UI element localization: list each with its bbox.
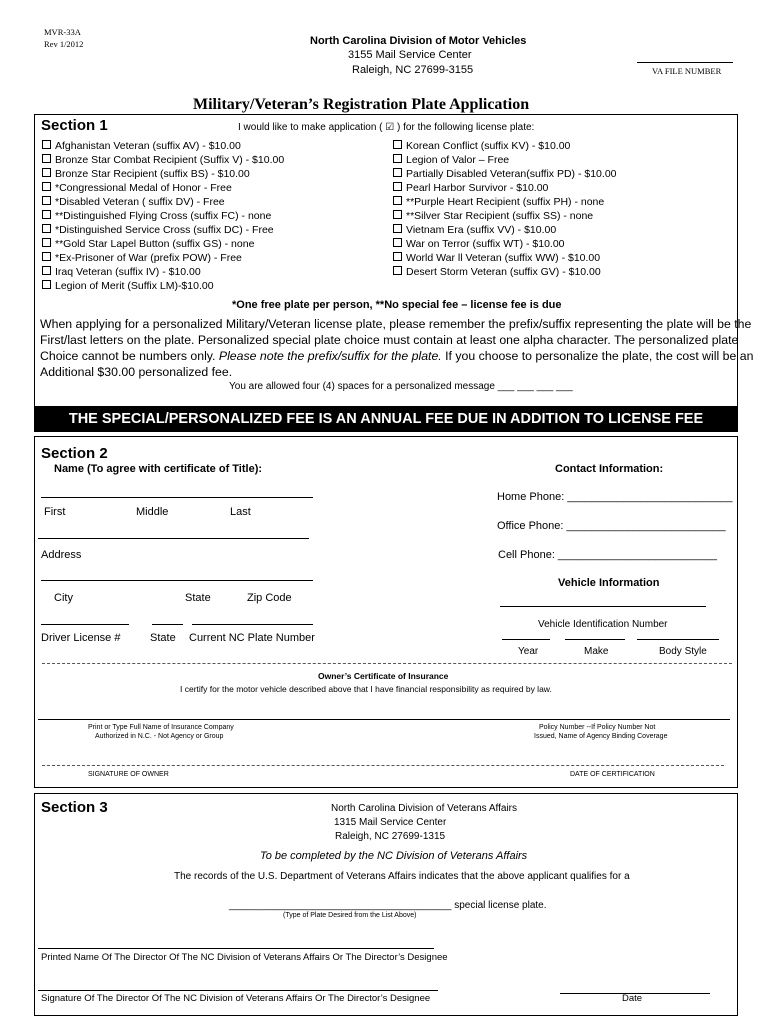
certification-date-label: DATE OF CERTIFICATION	[570, 771, 655, 778]
owner-signature-label: SIGNATURE OF OWNER	[88, 771, 169, 778]
last-name-label: Last	[230, 506, 251, 518]
home-phone-field[interactable]: Home Phone: ___________________________	[497, 491, 733, 503]
checkbox-icon[interactable]	[393, 196, 402, 205]
checkbox-icon[interactable]	[393, 210, 402, 219]
checkbox-icon[interactable]	[393, 140, 402, 149]
make-label: Make	[584, 646, 609, 657]
vin-label: Vehicle Identification Number	[538, 619, 668, 630]
dmv-address-line1: 3155 Mail Service Center	[348, 49, 472, 61]
checkbox-icon[interactable]	[393, 182, 402, 191]
cell-phone-field[interactable]: Cell Phone: __________________________	[498, 549, 717, 561]
plate-option[interactable]: Desert Storm Veteran (suffix GV) - $10.00	[393, 266, 601, 278]
plate-type-label: (Type of Plate Desired from the List Above)	[283, 912, 417, 919]
body-style-field[interactable]	[637, 639, 719, 640]
revision-date: Rev 1/2012	[44, 39, 84, 49]
plate-option[interactable]: Afghanistan Veteran (suffix AV) - $10.00	[42, 140, 241, 152]
checkbox-icon[interactable]	[42, 196, 51, 205]
office-phone-field[interactable]: Office Phone: __________________________	[497, 520, 726, 532]
year-label: Year	[518, 646, 539, 657]
dl-state-field[interactable]	[152, 624, 183, 625]
section1-heading: Section 1	[41, 117, 108, 134]
checkbox-icon[interactable]	[42, 238, 51, 247]
checkbox-icon[interactable]	[393, 154, 402, 163]
plate-option[interactable]: *Ex-Prisoner of War (prefix POW) - Free	[42, 252, 242, 264]
zip-label: Zip Code	[247, 592, 292, 604]
plate-option[interactable]: *Disabled Veteran ( suffix DV) - Free	[42, 196, 225, 208]
plate-number-field[interactable]	[192, 624, 313, 625]
plate-option[interactable]: **Distinguished Flying Cross (suffix FC) - none	[42, 210, 271, 222]
checkbox-icon[interactable]	[42, 140, 51, 149]
middle-name-label: Middle	[136, 506, 169, 518]
plate-option[interactable]: War on Terror (suffix WT) - $10.00	[393, 238, 565, 250]
checkbox-icon[interactable]	[42, 168, 51, 177]
name-label: Name (To agree with certificate of Title):	[54, 463, 263, 475]
checkbox-icon[interactable]	[42, 252, 51, 261]
dmv-agency-name: North Carolina Division of Motor Vehicles	[310, 35, 527, 47]
checkbox-icon[interactable]	[42, 182, 51, 191]
dl-state-label: State	[150, 632, 176, 644]
year-field[interactable]	[502, 639, 550, 640]
policy-number-label-line1: Policy Number --If Policy Number Not	[539, 724, 656, 731]
body-style-label: Body Style	[659, 646, 707, 657]
personalized-spaces-note: You are allowed four (4) spaces for a personalized message ___ ___ ___ ___	[229, 381, 573, 392]
address-label: Address	[41, 549, 82, 561]
divider	[42, 663, 732, 664]
plate-option[interactable]: Korean Conflict (suffix KV) - $10.00	[393, 140, 570, 152]
plate-option[interactable]: Partially Disabled Veteran(suffix PD) - $10.00	[393, 168, 617, 180]
vin-field[interactable]	[500, 606, 706, 607]
checkbox-icon[interactable]	[393, 168, 402, 177]
section2-heading: Section 2	[41, 445, 108, 462]
name-field[interactable]	[41, 497, 313, 498]
plate-option[interactable]: **Gold Star Lapel Button (suffix GS) - none	[42, 238, 254, 250]
personalized-para-line3: Choice cannot be numbers only. Please note the prefix/suffix for the plate. If you choose to personalize the plate, the cost will be an	[40, 349, 754, 363]
form-id: MVR-33A	[44, 27, 81, 37]
va-records-statement: The records of the U.S. Department of Veterans Affairs indicates that the above applicant qualifies for a	[174, 871, 630, 882]
insurance-company-label-line1: Print or Type Full Name of Insurance Company	[88, 724, 234, 731]
personalized-para-line2: First/last letters on the plate. Personalized special plate choice must contain at least one alpha character. The personalized plate	[40, 333, 739, 347]
checkbox-icon[interactable]	[42, 210, 51, 219]
checkbox-icon[interactable]	[393, 238, 402, 247]
section3-heading: Section 3	[41, 799, 108, 816]
dva-address-line1: 1315 Mail Service Center	[334, 817, 447, 828]
insurance-title: Owner’s Certificate of Insurance	[318, 671, 449, 681]
plate-option[interactable]: Legion of Merit (Suffix LM)-$10.00	[42, 280, 214, 292]
insurance-statement: I certify for the motor vehicle described above that I have financial responsibility as required by law.	[180, 684, 552, 694]
policy-number-label-line2: Issued, Name of Agency Binding Coverage	[534, 733, 668, 740]
special-plate-field[interactable]: ________________________________________ special license plate.	[229, 900, 547, 911]
checkbox-icon[interactable]	[42, 280, 51, 289]
plate-option[interactable]: Vietnam Era (suffix VV) - $10.00	[393, 224, 556, 236]
plate-option[interactable]: World War ll Veteran (suffix WW) - $10.00	[393, 252, 600, 264]
checkbox-icon[interactable]	[42, 154, 51, 163]
checkbox-icon[interactable]	[42, 266, 51, 275]
dva-address-line2: Raleigh, NC 27699-1315	[335, 831, 446, 842]
plate-option[interactable]: Bronze Star Combat Recipient (Suffix V) - $10.00	[42, 154, 284, 166]
first-name-label: First	[44, 506, 66, 518]
driver-license-field[interactable]	[41, 624, 129, 625]
plate-option[interactable]: Pearl Harbor Survivor - $10.00	[393, 182, 548, 194]
fee-note: *One free plate per person, **No special fee – license fee is due	[232, 299, 562, 311]
vehicle-info-label: Vehicle Information	[558, 577, 660, 589]
plate-option[interactable]: *Distinguished Service Cross (suffix DC) - Free	[42, 224, 274, 236]
driver-license-label: Driver License #	[41, 632, 121, 644]
owner-signature-field[interactable]	[42, 765, 724, 766]
form-title: Military/Veteran’s Registration Plate Application	[193, 96, 530, 113]
dmv-address-line2: Raleigh, NC 27699-3155	[352, 64, 474, 76]
checkbox-icon[interactable]	[42, 224, 51, 233]
checkbox-icon[interactable]	[393, 252, 402, 261]
checkbox-icon[interactable]	[393, 266, 402, 275]
director-signature-field[interactable]	[38, 990, 438, 991]
plate-option[interactable]: **Silver Star Recipient (suffix SS) - none	[393, 210, 593, 222]
personalized-para-line4: Additional $30.00 personalized fee.	[40, 365, 233, 379]
section1-instruction: I would like to make application ( ☑ ) for the following license plate:	[238, 122, 535, 133]
plate-option[interactable]: **Purple Heart Recipient (suffix PH) - none	[393, 196, 604, 208]
plate-option[interactable]: Iraq Veteran (suffix IV) - $10.00	[42, 266, 201, 278]
dva-completion-note: To be completed by the NC Division of Veterans Affairs	[260, 850, 528, 862]
va-file-number-line[interactable]	[637, 62, 733, 63]
personalized-para-line1: When applying for a personalized Military/Veteran license plate, please remember the prefix/suffix representing the plate will be the	[40, 317, 752, 331]
director-printed-name-field[interactable]	[38, 948, 434, 949]
plate-number-label: Current NC Plate Number	[189, 632, 315, 644]
plate-option[interactable]: Bronze Star Recipient (suffix BS) - $10.00	[42, 168, 250, 180]
state-label: State	[185, 592, 211, 604]
plate-option[interactable]: Legion of Valor – Free	[393, 154, 509, 166]
dva-agency-name: North Carolina Division of Veterans Affairs	[331, 803, 518, 814]
director-printed-name-label: Printed Name Of The Director Of The NC Division of Veterans Affairs Or The Director’s Designee	[41, 952, 448, 963]
checkbox-icon[interactable]	[393, 224, 402, 233]
city-label: City	[54, 592, 73, 604]
contact-info-label: Contact Information:	[555, 463, 664, 475]
address-field[interactable]	[38, 538, 309, 539]
insurance-company-label-line2: Authorized in N.C. - Not Agency or Group	[95, 733, 224, 740]
annual-fee-banner: THE SPECIAL/PERSONALIZED FEE IS AN ANNUAL FEE DUE IN ADDITION TO LICENSE FEE	[34, 407, 738, 432]
insurance-company-policy-field[interactable]	[38, 719, 730, 720]
make-field[interactable]	[565, 639, 625, 640]
city-state-zip-field[interactable]	[41, 580, 313, 581]
director-signature-label: Signature Of The Director Of The NC Division of Veterans Affairs Or The Director’s Designee	[41, 993, 431, 1004]
plate-option[interactable]: *Congressional Medal of Honor - Free	[42, 182, 232, 194]
va-file-number-label: VA FILE NUMBER	[652, 66, 722, 76]
director-date-label: Date	[622, 993, 643, 1004]
